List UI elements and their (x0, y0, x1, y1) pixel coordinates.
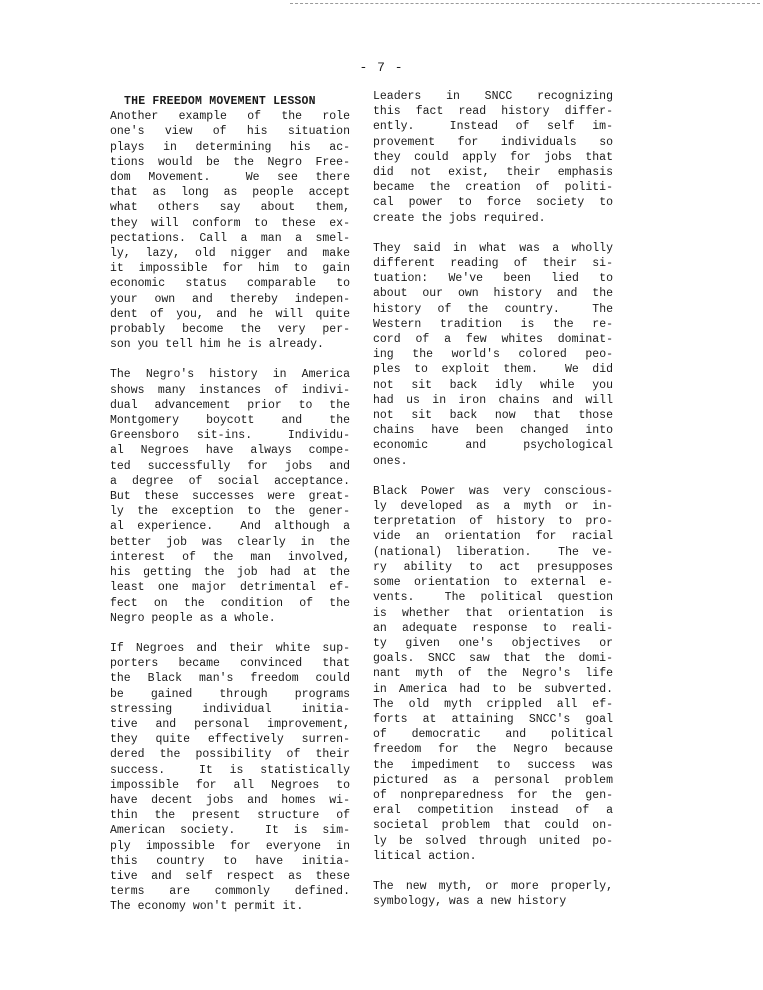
text-line: some orientation to external e- (373, 576, 613, 590)
text-line: ply impossible for everyone in (110, 839, 350, 853)
text-line: this country to have initia- (110, 854, 350, 868)
text-line: cal power to force society to (373, 196, 613, 210)
text-line: your own and thereby indepen- (110, 292, 350, 306)
text-line: tions would be the Negro Free- (110, 155, 350, 169)
text-line: economic and psychological (373, 439, 613, 453)
paragraph (373, 241, 613, 469)
text-line: least one major detrimental ef- (110, 581, 350, 595)
text-line: terms are commonly defined. (110, 885, 350, 899)
paragraph (110, 367, 350, 625)
text-line: the Black man's freedom could (110, 672, 350, 686)
text-line: Black Power was very conscious- (373, 484, 613, 498)
text-line: be gained through programs (110, 687, 350, 701)
text-line: pictured as a personal problem (373, 773, 613, 787)
text-line: societal problem that could on- (373, 819, 613, 833)
text-line: dom Movement. We see there (110, 171, 350, 185)
paragraph (110, 641, 350, 915)
text-line: son you tell him he is already. (110, 338, 324, 352)
text-line: litical action. (373, 849, 477, 863)
text-line: shows many instances of indivi- (110, 383, 350, 397)
text-line: became the creation of politi- (373, 181, 613, 195)
text-line: goals. SNCC saw that the domi- (373, 652, 613, 666)
text-line: ly the exception to the gener- (110, 505, 350, 519)
text-line: American society. It is sim- (110, 824, 350, 838)
left-column (110, 94, 350, 930)
text-line: one's view of his situation (110, 125, 350, 139)
text-line: the impediment to success was (373, 758, 613, 772)
text-line: better job was clearly in the (110, 535, 350, 549)
text-line: forts at attaining SNCC's goal (373, 712, 613, 726)
text-line: not sit back now that those (373, 409, 613, 423)
text-line: success. It is statistically (110, 763, 350, 777)
paragraph (373, 89, 613, 226)
text-line: they could apply for jobs that (373, 150, 613, 164)
text-line: nant myth of the Negro's life (373, 667, 613, 681)
text-line: have decent jobs and homes wi- (110, 793, 350, 807)
paragraph (373, 879, 613, 909)
text-line: dent of you, and he will quite (110, 307, 350, 321)
text-line: terpretation of history to pro- (373, 515, 613, 529)
text-line: fect on the condition of the (110, 596, 350, 610)
text-line: ples to exploit them. We did (373, 363, 613, 377)
text-line: al experience. And although a (110, 520, 350, 534)
text-line: about our own history and the (373, 287, 613, 301)
text-line: Western tradition is the re- (373, 317, 613, 331)
text-line: al Negroes have always compe- (110, 444, 350, 458)
text-line: thin the present structure of (110, 809, 350, 823)
text-line: The new myth, or more properly, (373, 879, 613, 893)
text-line: a degree of social acceptance. (110, 474, 350, 488)
text-line: it impossible for him to gain (110, 262, 350, 276)
text-line: Greensboro sit-ins. Individu- (110, 429, 350, 443)
text-line: they quite effectively surren- (110, 733, 350, 747)
text-line: ry ability to act presupposes (373, 560, 613, 574)
text-line: in America had to be subverted. (373, 682, 613, 696)
text-line: economic status comparable to (110, 277, 350, 291)
text-line: plays in determining his ac- (110, 140, 350, 154)
text-line: what others say about them, (110, 201, 350, 215)
text-line: that as long as people accept (110, 186, 350, 200)
text-line: an adequate response to reali- (373, 621, 613, 635)
section-heading: THE FREEDOM MOVEMENT LESSON (124, 95, 316, 108)
text-line: cord of a few whites dominat- (373, 333, 613, 347)
text-line: But these successes were great- (110, 490, 350, 504)
text-line: they will conform to these ex- (110, 216, 350, 230)
text-line: Leaders in SNCC recognizing (373, 90, 613, 103)
text-line: ly developed as a myth or in- (373, 500, 613, 514)
text-line: ing the world's colored peo- (373, 348, 613, 362)
text-line: pectations. Call a man a smel- (110, 231, 350, 245)
text-line: chains have been changed into (373, 424, 613, 438)
text-line: Montgomery boycott and the (110, 414, 350, 428)
text-line: ly be solved through united po- (373, 834, 613, 848)
text-line: create the jobs required. (373, 211, 546, 225)
top-border-rule (290, 3, 760, 4)
text-line: tive and personal improvement, (110, 717, 350, 731)
text-line: They said in what was a wholly (373, 241, 613, 255)
text-line: freedom for the Negro because (373, 743, 613, 757)
text-line: Another example of the role (110, 110, 350, 124)
text-line: vents. The political question (373, 591, 613, 605)
text-line: tuation: We've been lied to (373, 272, 613, 286)
text-line: history of the country. The (373, 302, 613, 316)
text-line: (national) liberation. The ve- (373, 545, 613, 559)
text-line: dered the possibility of their (110, 748, 350, 762)
text-line: provement for individuals so (373, 135, 613, 149)
text-line: The economy won't permit it. (110, 900, 304, 914)
text-line: interest of the man involved, (110, 550, 350, 564)
text-line: vide an orientation for racial (373, 530, 613, 544)
text-line: ones. (373, 454, 408, 468)
text-line: this fact read history differ- (373, 105, 613, 119)
text-line: different reading of their si- (373, 257, 613, 271)
text-line: symbology, was a new history (373, 895, 567, 909)
text-line: ently. Instead of self im- (373, 120, 613, 134)
text-line: ty given one's objectives or (373, 636, 613, 650)
text-line: eral competition instead of a (373, 804, 613, 818)
page-number: - 7 - (359, 60, 404, 75)
text-line: is whether that orientation is (373, 606, 613, 620)
text-line: stressing individual initia- (110, 702, 350, 716)
text-line: had us in iron chains and will (373, 393, 613, 407)
text-line: ted successfully for jobs and (110, 459, 350, 473)
right-column-body (373, 89, 613, 909)
text-line: tive and self respect as these (110, 869, 350, 883)
text-line: not sit back idly while you (373, 378, 613, 392)
right-column (373, 89, 613, 924)
text-line: dual advancement prior to the (110, 398, 350, 412)
text-line: Negro people as a whole. (110, 611, 276, 625)
text-line: did not exist, their emphasis (373, 166, 613, 180)
text-line: ly, lazy, old nigger and make (110, 247, 350, 261)
text-line: The old myth crippled all ef- (373, 697, 613, 711)
text-line: impossible for all Negroes to (110, 778, 350, 792)
paragraph (110, 109, 350, 352)
text-line: his getting the job had at the (110, 566, 350, 580)
text-line: porters became convinced that (110, 657, 350, 671)
text-line: of democratic and political (373, 728, 613, 742)
paragraph (373, 484, 613, 864)
left-column-body (110, 109, 350, 914)
text-line: probably become the very per- (110, 323, 350, 337)
text-line: The Negro's history in America (110, 368, 350, 382)
text-line: If Negroes and their white sup- (110, 641, 350, 655)
text-line: of nonpreparedness for the gen- (373, 788, 613, 802)
